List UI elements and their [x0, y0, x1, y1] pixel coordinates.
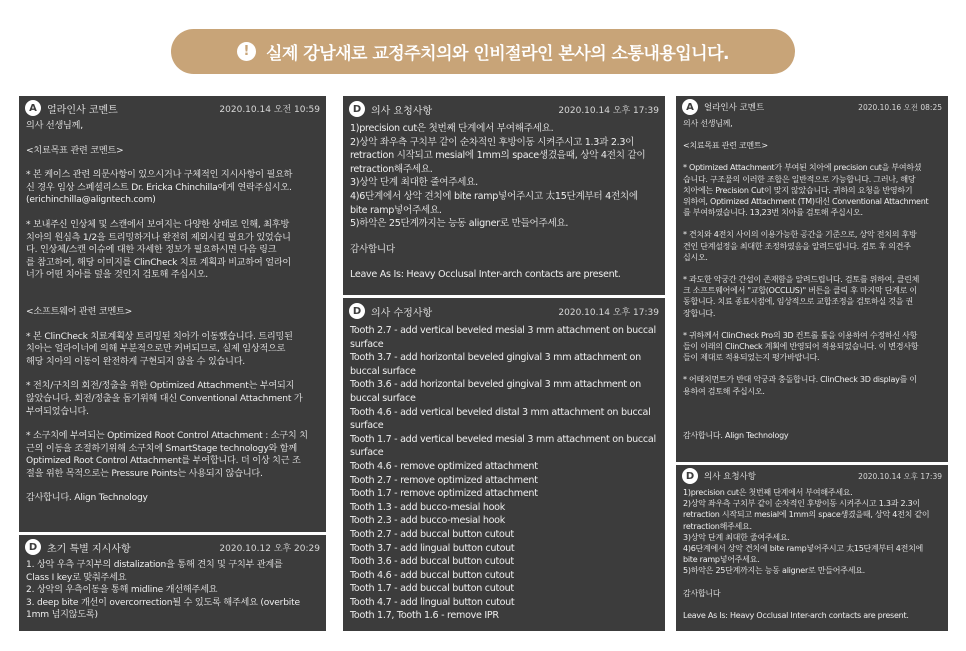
text-line: 4)6단계에서 상악 견치에 bite ramp넣어주시고 太15단계부터 4전치에	[350, 190, 638, 202]
author-badge-icon: D	[349, 101, 365, 117]
blank-line	[683, 263, 941, 274]
text-line: 치아는 얼라이너에 의해 부분적으로만 커버되므로, 실제 임상적으로	[26, 344, 286, 355]
author-badge-icon: A	[25, 100, 41, 116]
text-line: * 견치와 4전치 사이의 이용가능한 공간을 기준으로, 상악 전치의 후방	[683, 230, 917, 240]
author-badge-icon: D	[349, 303, 365, 319]
text-line: <치료목표 관련 코멘트>	[683, 141, 768, 151]
text-line: Tooth 1.7 - add vertical beveled mesial 3 mm attachment on buccal	[350, 433, 656, 445]
section-header	[343, 298, 665, 324]
blank-line	[26, 480, 319, 492]
blank-line	[350, 256, 658, 268]
blank-line	[683, 319, 941, 330]
text-line: <소프트웨어 관련 코멘트>	[26, 306, 133, 317]
text-line: * 소구치에 부여되는 Optimized Root Control Attachment : 소구치 치	[26, 431, 308, 442]
info-banner	[171, 29, 795, 74]
blank-line	[26, 368, 319, 380]
section-header	[676, 465, 948, 487]
text-line: Tooth 1.7, Tooth 1.6 - remove IPR	[350, 610, 499, 622]
text-line: 2)상악 좌우측 구치부 같이 순차적인 후방이동 시켜주시고 1.3과 2.3이	[350, 136, 635, 148]
section-title: 의사 요청사항	[371, 105, 433, 117]
exclamation-icon: !	[237, 42, 256, 61]
text-line: 해당 치아의 이동이 완전하게 구현되지 않을 수 있습니다.	[26, 356, 245, 367]
text-line: buccal surface	[350, 392, 416, 404]
text-line: Tooth 2.7 - remove optimized attachment	[350, 474, 538, 486]
blank-line	[683, 419, 941, 430]
comment-body	[19, 120, 326, 505]
text-line: 근의 이동을 조절하기위해 소구치에 SmartStage technology와 함께	[26, 443, 297, 454]
text-line: Tooth 3.6 - add horizontal beveled gingival 3 mm attachment on	[350, 379, 641, 391]
text-line: 치아에는 Precision Cut이 맞지 않았습니다. 귀하의 요청을 반영하기	[683, 185, 913, 195]
text-line: buccal surface	[350, 365, 416, 377]
text-line: 다. 인상체/스캔 이슈에 대한 자세한 정보가 필요하시면 다음 링크	[26, 245, 277, 256]
comment-body	[19, 559, 326, 622]
text-line: 감사합니다. Align Technology	[683, 430, 789, 440]
text-line: 1)precision cut은 첫번째 단계에서 부여해주세요.	[350, 123, 554, 134]
comment-body	[676, 487, 948, 621]
text-line: 장합니다.	[683, 308, 716, 318]
text-line: * 어태치먼트가 반대 악궁과 충돌합니다. ClinCheck 3D display를 이	[683, 375, 917, 385]
text-line: 감사합니다	[683, 588, 721, 598]
text-line: 5)하악은 25단계까지는 능동 aligner로 만들어주세요.	[350, 218, 569, 230]
text-line: * 과도한 악궁간 간섭이 존재함을 알려드립니다. 검토를 위하여, 클린체	[683, 275, 920, 285]
text-line: retraction 시작되고 mesial에 1mm의 space생겼을때, 상악 4전치 같이	[683, 510, 930, 520]
text-line: 치아의 원심측 1/2을 트리밍하거나 완전히 제외시킬 필요가 있었습니	[26, 232, 291, 243]
text-line: 감사합니다	[350, 243, 395, 255]
blank-line	[26, 133, 319, 145]
blank-line	[683, 599, 941, 610]
text-line: Tooth 4.6 - add vertical beveled distal 3 mm attachment on buccal	[350, 406, 651, 418]
text-line: 의사 선생님께,	[683, 119, 733, 128]
text-line: Leave As Is: Heavy Occlusal Inter-arch contacts are present.	[683, 610, 909, 620]
text-line: Tooth 3.7 - add horizontal beveled gingival 3 mm attachment on	[350, 352, 641, 364]
align-comment-section	[676, 96, 948, 462]
text-line: Tooth 2.3 - add bucco-mesial hook	[350, 515, 505, 527]
text-line: 들이 제대로 적용되었는지 평가바랍니다.	[683, 353, 820, 363]
text-line: 5)하악은 25단계까지는 능동 aligner로 만들어주세요.	[683, 566, 865, 576]
text-line: Class I key로 맞춰주세요	[26, 572, 127, 583]
text-line: 견인 단계설정을 최대한 조정하였음을 알려드립니다. 검토 후 의견주	[683, 241, 911, 251]
section-header	[676, 96, 948, 118]
section-header	[19, 535, 326, 559]
comment-column-3	[676, 96, 948, 631]
comment-column-1	[19, 96, 326, 631]
text-line: Leave As Is: Heavy Occlusal Inter-arch contacts are present.	[350, 269, 621, 281]
blank-line	[350, 231, 658, 243]
blank-line	[26, 207, 319, 219]
doctor-modification-section	[343, 298, 665, 631]
section-date: 2020.10.14 오후 17:39	[558, 105, 659, 116]
text-line: 3)상악 단계 최대한 줄여주세요.	[350, 177, 478, 189]
comment-column-2	[343, 96, 665, 631]
section-title: 의사 요청사항	[704, 472, 756, 482]
author-badge-icon: D	[25, 539, 41, 555]
text-line: (erichinchilla@aligntech.com)	[26, 195, 156, 206]
blank-line	[26, 282, 319, 294]
text-line: Tooth 2.7 - add buccal button cutout	[350, 528, 514, 540]
text-line: 4)6단계에서 상악 견치에 bite ramp넣어주시고 太15단계부터 4전치에	[683, 544, 924, 554]
text-line: 크 소프트웨어에서 "교합(OCCLUS)" 버튼을 클릭 후 마지막 단계로 이	[683, 286, 917, 296]
text-line: * 본 ClinCheck 치료계획상 트리밍된 치아가 이동했습니다. 트리밍된	[26, 331, 293, 342]
text-line: 의사 선생님께,	[26, 121, 83, 131]
text-line: Tooth 3.7 - add lingual button cutout	[350, 542, 515, 554]
text-line: * 귀하께서 ClinCheck Pro의 3D 컨트롤 툴을 이용하여 수정하신 사항	[683, 330, 918, 340]
text-line: 감사합니다. Align Technology	[26, 493, 148, 504]
text-line: 1. 상악 우측 구치부의 distalization을 통해 견치 및 구치부 관계를	[26, 560, 283, 570]
text-line: retraction 시작되고 mesial에 1mm의 space생겼을때, 상악 4전치 같이	[350, 150, 646, 162]
text-line: retraction해주세요.	[683, 521, 752, 531]
text-line: 3)상악 단계 최대한 줄여주세요.	[683, 532, 790, 542]
text-line: 3. deep bite 개선이 overcorrection될 수 있도록 해주세요 (overbite	[26, 597, 300, 608]
text-line: 위하여, Optimized Attachment (TM)대신 Conventional Attachment	[683, 197, 929, 207]
text-line: * Optimized Attachment가 부여된 치아에 precision cut을 부여하셨	[683, 163, 922, 173]
align-comment-section	[19, 96, 326, 532]
text-line: 신 경우 임상 스페셜리스트 Dr. Ericka Chinchilla에게 연락주십시오.	[26, 182, 292, 193]
section-date: 2020.10.12 오후 20:29	[219, 543, 320, 554]
blank-line	[26, 157, 319, 169]
text-line: 부여되었습니다.	[26, 406, 89, 417]
author-badge-icon: D	[682, 468, 698, 484]
section-title: 초기 특별 지시사항	[47, 543, 131, 555]
blank-line	[683, 363, 941, 374]
text-line: 를 참고하여, 해당 이미지를 ClinCheck 치료 계획과 비교하여 얼라이	[26, 257, 292, 268]
text-line: 1)precision cut은 첫번째 단계에서 부여해주세요.	[683, 488, 853, 497]
text-line: Tooth 1.7 - add buccal button cutout	[350, 583, 514, 595]
text-line: Tooth 4.7 - add lingual button cutout	[350, 596, 515, 608]
blank-line	[683, 151, 941, 162]
blank-line	[26, 319, 319, 331]
text-line: Optimized Root Control Attachment를 부여합니다. 더 이상 치근 조	[26, 456, 301, 467]
initial-instructions-section	[19, 535, 326, 631]
text-line: retraction해주세요.	[350, 163, 433, 175]
text-line: Tooth 1.3 - add bucco-mesial hook	[350, 501, 505, 513]
section-date: 2020.10.14 오전 10:59	[219, 104, 320, 115]
doctor-request-section	[676, 465, 948, 631]
comment-body	[343, 122, 665, 282]
section-date: 2020.10.14 오후 17:39	[858, 471, 942, 481]
blank-line	[683, 577, 941, 588]
banner-text: 실제 강남새로 교정주치의와 인비절라인 본사의 소통내용입니다.	[266, 44, 729, 64]
author-badge-icon: A	[682, 99, 698, 115]
section-title: 얼라인사 코멘트	[704, 103, 765, 113]
text-line: 를 부여하였습니다. 13,23번 치아를 검토해 주십시오.	[683, 208, 863, 218]
text-line: bite ramp넣어주세요.	[683, 555, 760, 565]
blank-line	[26, 294, 319, 306]
text-line: Tooth 2.7 - add vertical beveled mesial 3 mm attachment on buccal	[350, 325, 656, 336]
text-line: 2)상악 좌우측 구치부 같이 순차적인 후방이동 시켜주시고 1.3과 2.3이	[683, 499, 920, 509]
text-line: Tooth 4.6 - add buccal button cutout	[350, 569, 514, 581]
text-line: Tooth 4.6 - remove optimized attachment	[350, 460, 538, 472]
blank-line	[26, 418, 319, 430]
text-line: 들이 이래의 ClinCheck 계획에 반영되어 적용되었습니다. 이 변경사항	[683, 342, 919, 352]
section-title: 얼라인사 코멘트	[47, 104, 118, 116]
text-line: 1mm 넘지않도록)	[26, 610, 98, 621]
section-title: 의사 수정사항	[371, 307, 433, 319]
text-line: 습니다. 구조물의 이러한 조합은 일반적으로 가능합니다. 그러나, 해당	[683, 174, 916, 184]
text-line: surface	[350, 338, 384, 350]
blank-line	[683, 397, 941, 408]
text-line: 십시오.	[683, 252, 708, 262]
comment-body	[676, 118, 948, 441]
text-line: 동합니다. 치료 종료시점에, 임상적으로 교합조정을 검토하실 것을 권	[683, 297, 914, 307]
text-line: <치료목표 관련 코멘트>	[26, 145, 124, 156]
text-line: surface	[350, 447, 384, 459]
text-line: * 보내주신 인상체 및 스캔에서 보여지는 다양한 상태로 인해, 최후방	[26, 219, 290, 230]
text-line: bite ramp넣어주세요.	[350, 204, 442, 216]
text-line: 용하여 검토해 주십시오.	[683, 386, 765, 396]
text-line: 않았습니다. 회전/정출을 돕기위해 대신 Conventional Attachment 가	[26, 393, 303, 404]
text-line: 너가 어떤 치아를 덮을 것인지 검토해 주십시오.	[26, 270, 208, 281]
blank-line	[683, 218, 941, 229]
doctor-request-section	[343, 96, 665, 295]
text-line: 2. 상악의 우측이동을 통해 midline 개선해주세요	[26, 585, 218, 596]
text-line: Tooth 1.7 - remove optimized attachment	[350, 488, 538, 500]
blank-line	[683, 408, 941, 419]
section-date: 2020.10.16 오전 08:25	[858, 102, 942, 112]
section-header	[19, 96, 326, 120]
text-line: Tooth 3.6 - add buccal button cutout	[350, 556, 514, 568]
text-line: 절을 위한 목적으로는 Pressure Points는 사용되지 않습니다.	[26, 468, 263, 479]
comment-body	[343, 324, 665, 623]
text-line: * 전치/구치의 회전/정출을 위한 Optimized Attachment는 부여되지	[26, 381, 295, 392]
section-date: 2020.10.14 오후 17:39	[558, 307, 659, 318]
blank-line	[683, 129, 941, 140]
section-header	[343, 96, 665, 122]
text-line: surface	[350, 420, 384, 432]
text-line: * 본 케이스 관련 의문사항이 있으시거나 구체적인 지시사항이 필요하	[26, 170, 293, 181]
